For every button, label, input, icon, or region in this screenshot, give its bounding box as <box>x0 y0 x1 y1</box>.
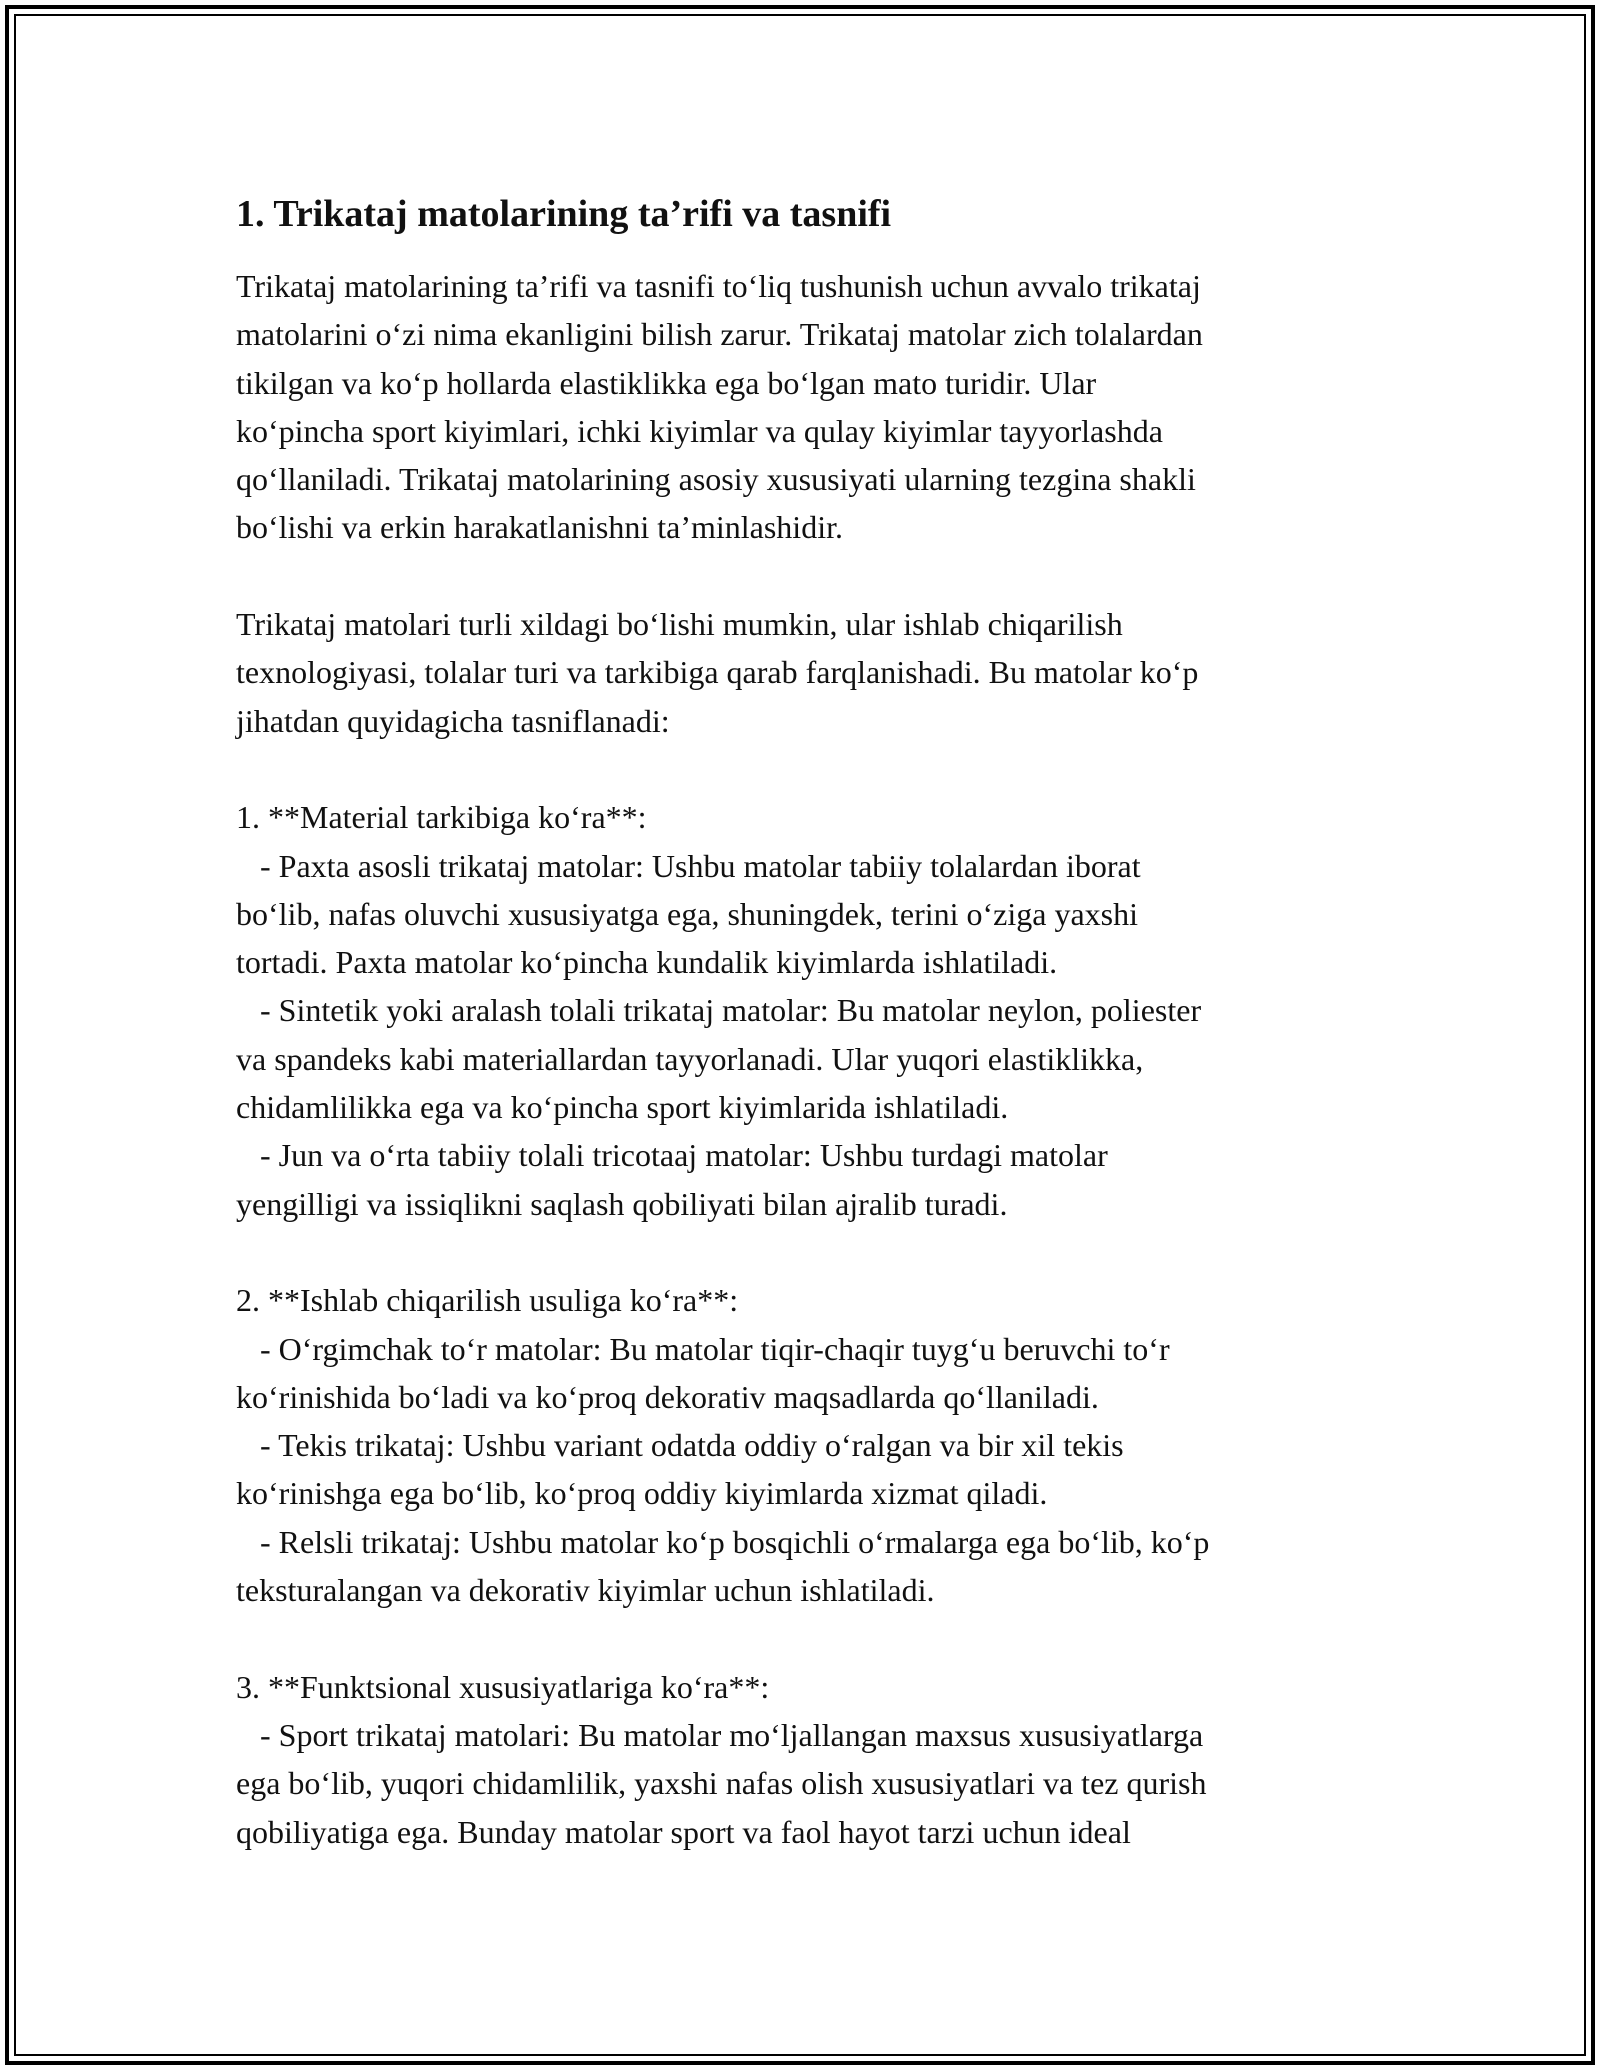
blank-line <box>236 745 1356 793</box>
body-text <box>236 262 1356 1856</box>
text-line: - Relsli trikataj: Ushbu matolar ko‘p bosqichli o‘rmalarga ega bo‘lib, ko‘p <box>236 1523 1210 1560</box>
text-line: tikilgan va ko‘p hollarda elastiklikka ega bo‘lgan mato turidir. Ular <box>236 364 1097 401</box>
section-heading: 1. Trikataj matolarining ta’rifi va tasnifi <box>236 193 892 235</box>
text-line: - O‘rgimchak to‘r matolar: Bu matolar tiqir-chaqir tuyg‘u beruvchi to‘r <box>236 1330 1170 1367</box>
document-content <box>236 186 1356 1856</box>
text-line: Trikataj matolarining ta’rifi va tasnifi to‘liq tushunish uchun avvalo trikataj <box>236 268 1201 304</box>
text-line: teksturalangan va dekorativ kiyimlar uchun ishlatiladi. <box>236 1572 935 1609</box>
text-line: yengilligi va issiqlikni saqlash qobiliyati bilan ajralib turadi. <box>236 1185 1008 1222</box>
text-line: ko‘rinishga ega bo‘lib, ko‘proq oddiy kiyimlarda xizmat qiladi. <box>236 1475 1048 1512</box>
text-line: ega bo‘lib, yuqori chidamlilik, yaxshi nafas olish xususiyatlari va tez qurish <box>236 1765 1207 1802</box>
text-line: - Paxta asosli trikataj matolar: Ushbu matolar tabiiy tolalardan iborat <box>236 847 1141 884</box>
text-line: - Sport trikataj matolari: Bu matolar mo‘ljallangan maxsus xususiyatlarga <box>236 1716 1204 1753</box>
text-line: - Sintetik yoki aralash tolali trikataj matolar: Bu matolar neylon, poliester <box>236 992 1202 1029</box>
text-line: matolarini o‘zi nima ekanligini bilish zarur. Trikataj matolar zich tolalardan <box>236 316 1203 353</box>
text-line: - Jun va o‘rta tabiiy tolali tricotaaj matolar: Ushbu turdagi matolar <box>236 1137 1108 1174</box>
text-line: ko‘rinishida bo‘ladi va ko‘proq dekorativ maqsadlarda qo‘llaniladi. <box>236 1378 1099 1415</box>
text-line: 2. **Ishlab chiqarilish usuliga ko‘ra**: <box>236 1282 739 1319</box>
text-line: va spandeks kabi materiallardan tayyorlanadi. Ular yuqori elastiklikka, <box>236 1040 1144 1077</box>
text-line: tortadi. Paxta matolar ko‘pincha kundalik kiyimlarda ishlatiladi. <box>236 944 1058 981</box>
text-line: 3. **Funktsional xususiyatlariga ko‘ra**: <box>236 1668 770 1705</box>
text-line: qo‘llaniladi. Trikataj matolarining asosiy xususiyati ularning tezgina shakli <box>236 461 1196 498</box>
text-line: bo‘lib, nafas oluvchi xususiyatga ega, shuningdek, terini o‘ziga yaxshi <box>236 895 1139 932</box>
text-line: 1. **Material tarkibiga ko‘ra**: <box>236 799 647 836</box>
text-line: texnologiyasi, tolalar turi va tarkibiga qarab farqlanishadi. Bu matolar ko‘p <box>236 654 1199 691</box>
text-line: bo‘lishi va erkin harakatlanishni ta’minlashidir. <box>236 509 843 546</box>
text-line: chidamlilikka ega va ko‘pincha sport kiyimlarida ishlatiladi. <box>236 1089 1009 1126</box>
text-line: jihatdan quyidagicha tasniflanadi: <box>236 702 670 739</box>
text-line: qobiliyatiga ega. Bunday matolar sport va faol hayot tarzi uchun ideal <box>236 1813 1131 1850</box>
text-line: - Tekis trikataj: Ushbu variant odatda oddiy o‘ralgan va bir xil tekis <box>236 1427 1124 1464</box>
blank-line <box>236 552 1356 600</box>
blank-line <box>236 1228 1356 1276</box>
text-line: Trikataj matolari turli xildagi bo‘lishi mumkin, ular ishlab chiqarilish <box>236 606 1123 643</box>
text-line: ko‘pincha sport kiyimlari, ichki kiyimlar va qulay kiyimlar tayyorlashda <box>236 412 1163 449</box>
blank-line <box>236 1614 1356 1662</box>
